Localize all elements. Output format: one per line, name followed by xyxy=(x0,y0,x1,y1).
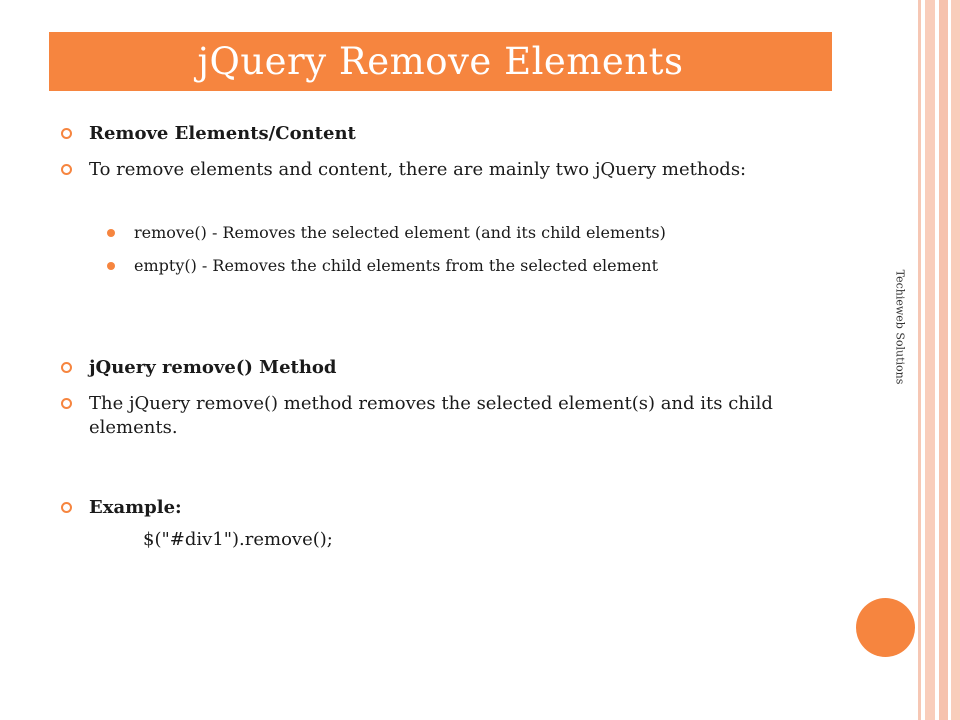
bullet-text: jQuery remove() Method xyxy=(89,357,337,378)
decorative-stripe xyxy=(939,0,948,720)
bullet-text: The jQuery remove() method removes the selected element(s) and its child elements. xyxy=(89,393,773,438)
title-bar xyxy=(49,32,832,91)
bullet-text: To remove elements and content, there are mainly two jQuery methods: xyxy=(89,159,747,180)
bullet-circle-icon xyxy=(61,128,72,139)
decorative-stripe xyxy=(925,0,935,720)
decorative-stripe xyxy=(951,0,960,720)
bullet-circle-icon xyxy=(61,502,72,513)
bullet-circle-icon xyxy=(61,398,72,409)
bullet-circle-icon xyxy=(61,362,72,373)
sub-bullet-text: remove() - Removes the selected element (and its child elements) xyxy=(134,223,666,242)
bullet-dot-icon xyxy=(107,262,115,270)
bullet-text: Remove Elements/Content xyxy=(89,123,356,144)
slide-title: jQuery Remove Elements xyxy=(197,40,684,83)
sub-bullet-text: empty() - Removes the child elements from the selected element xyxy=(134,256,659,275)
decorative-circle xyxy=(856,598,915,657)
bullet-text: Example: xyxy=(89,497,182,518)
code-example: $("#div1").remove(); xyxy=(143,529,333,550)
bullet-circle-icon xyxy=(61,164,72,175)
side-label: Techieweb Solutions xyxy=(893,269,907,385)
bullet-dot-icon xyxy=(107,229,115,237)
